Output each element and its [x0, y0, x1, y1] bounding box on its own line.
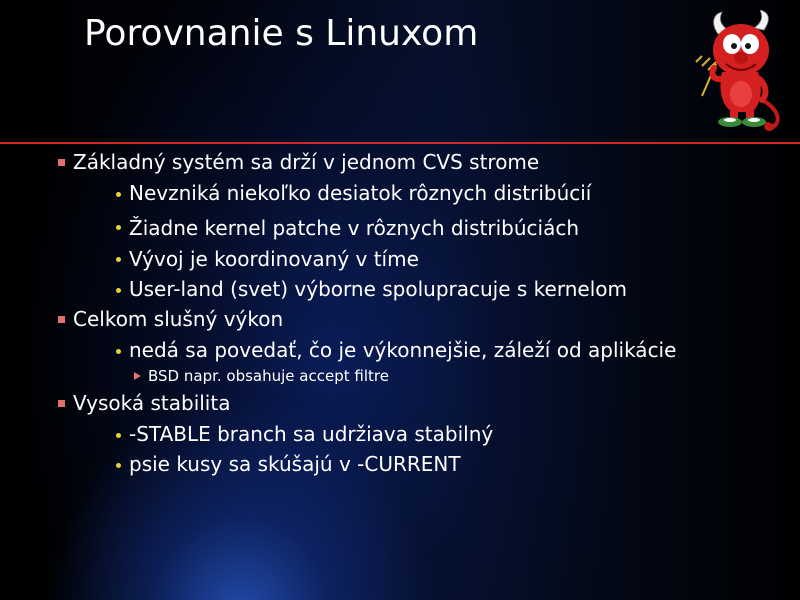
bullet-square-icon [58, 159, 65, 166]
bullet-item-level2: Nevzniká niekoľko desiatok rôznych distribúcií [129, 181, 592, 205]
bullet-dot-icon [116, 349, 121, 354]
bullet-item-level1: Celkom slušný výkon [73, 307, 284, 331]
bullet-dot-icon [116, 288, 121, 293]
bullet-item-level2: psie kusy sa skúšajú v -CURRENT [129, 452, 461, 476]
bullet-square-icon [58, 400, 65, 407]
slide-title: Porovnanie s Linuxom [84, 13, 479, 54]
bullet-dot-icon [116, 225, 121, 230]
bullet-dot-icon [116, 463, 121, 468]
bullet-square-icon [58, 316, 65, 323]
bullet-item-level1: Vysoká stabilita [73, 391, 231, 415]
title-divider [0, 142, 800, 144]
bullet-item-level2: Vývoj je koordinovaný v tíme [129, 247, 419, 271]
bullet-triangle-icon [134, 372, 141, 380]
bullet-dot-icon [116, 433, 121, 438]
bsd-daemon-mascot [688, 10, 798, 132]
bullet-item-level2: nedá sa povedať, čo je výkonnejšie, záleží od aplikácie [129, 338, 677, 362]
bullet-item-level1: Základný systém sa drží v jednom CVS strome [73, 150, 540, 174]
bullet-dot-icon [116, 257, 121, 262]
bullet-item-level2: -STABLE branch sa udržiava stabilný [129, 422, 494, 446]
bullet-dot-icon [116, 192, 121, 197]
bullet-item-level3: BSD napr. obsahuje accept filtre [148, 367, 389, 385]
bullet-item-level2: Žiadne kernel patche v rôznych distribúciách [129, 216, 580, 240]
bullet-item-level2: User-land (svet) výborne spolupracuje s kernelom [129, 277, 627, 301]
